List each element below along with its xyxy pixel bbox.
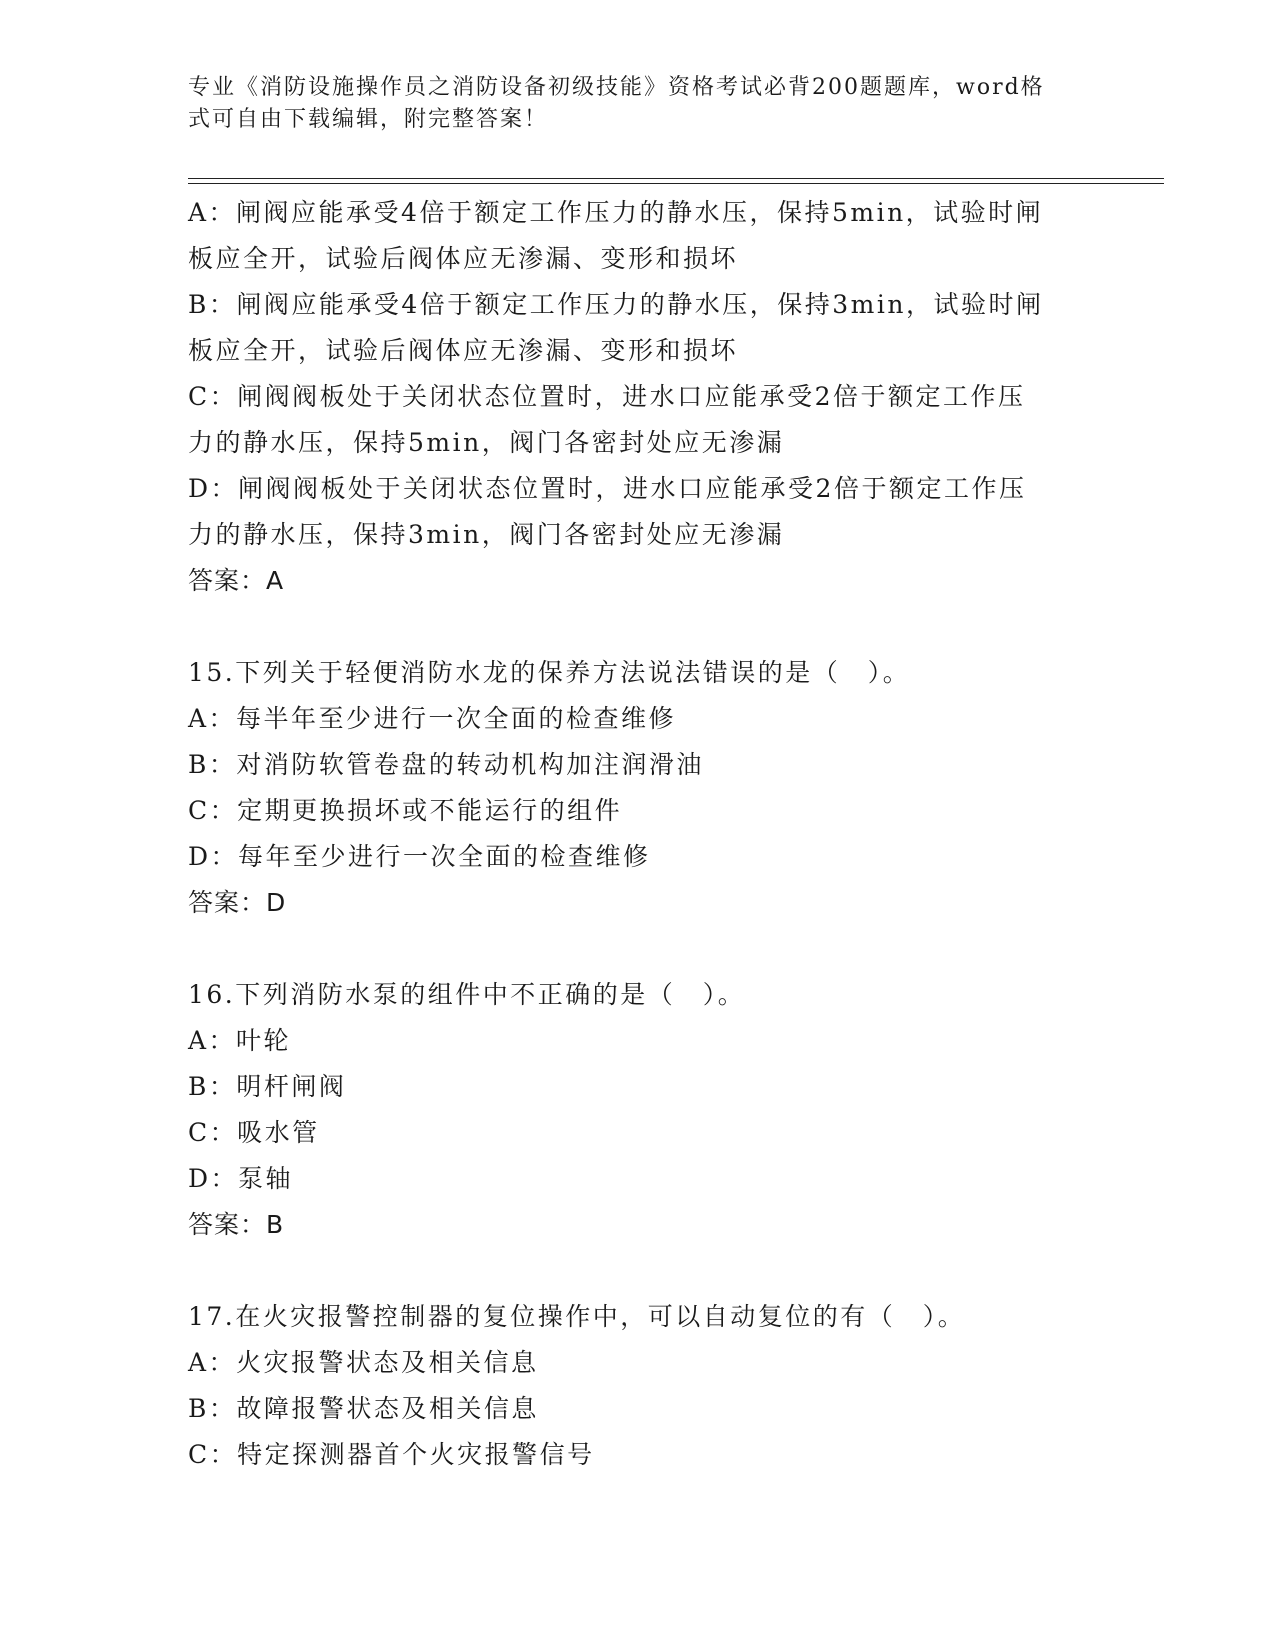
question-block-17 (188, 1294, 1088, 1478)
question-text: 17.在火灾报警控制器的复位操作中，可以自动复位的有（ ）。 (188, 1302, 966, 1331)
option-a-line-1: A：闸阀应能承受4倍于额定工作压力的静水压，保持5min，试验时闸 (188, 198, 1044, 227)
spacer (188, 604, 1088, 650)
option-c-line-2: 力的静水压，保持5min，阀门各密封处应无渗漏 (188, 428, 785, 457)
header-line-1: 专业《消防设施操作员之消防设备初级技能》资格考试必背200题题库，word格 (188, 75, 1045, 100)
question-block-15 (188, 650, 1088, 926)
answer-label: 答案：B (188, 1210, 285, 1239)
answer-label: 答案：A (188, 566, 285, 595)
spacer (188, 926, 1088, 972)
header-line-2: 式可自由下载编辑，附完整答案！ (188, 107, 549, 132)
option-d-line-1: D：闸阀阀板处于关闭状态位置时，进水口应能承受2倍于额定工作压 (188, 474, 1027, 503)
option-a: A：每半年至少进行一次全面的检查维修 (188, 704, 677, 733)
option-b: B：明杆闸阀 (188, 1072, 347, 1101)
option-b-line-1: B：闸阀应能承受4倍于额定工作压力的静水压，保持3min，试验时闸 (188, 290, 1044, 319)
question-block-14 (188, 190, 1088, 604)
header-divider-top (188, 178, 1164, 179)
option-b: B：对消防软管卷盘的转动机构加注润滑油 (188, 750, 704, 779)
option-d: D：每年至少进行一次全面的检查维修 (188, 842, 651, 871)
option-c: C：特定探测器首个火灾报警信号 (188, 1440, 595, 1469)
option-a: A：火灾报警状态及相关信息 (188, 1348, 539, 1377)
question-text: 16.下列消防水泵的组件中不正确的是（ ）。 (188, 980, 746, 1009)
document-header (188, 72, 1078, 136)
option-b: B：故障报警状态及相关信息 (188, 1394, 539, 1423)
option-c: C：定期更换损坏或不能运行的组件 (188, 796, 623, 825)
question-content (188, 190, 1088, 1478)
header-divider-bottom (188, 183, 1164, 184)
question-block-16 (188, 972, 1088, 1248)
option-a: A：叶轮 (188, 1026, 292, 1055)
option-b-line-2: 板应全开，试验后阀体应无渗漏、变形和损坏 (188, 336, 739, 365)
option-d-line-2: 力的静水压，保持3min，阀门各密封处应无渗漏 (188, 520, 785, 549)
option-c-line-1: C：闸阀阀板处于关闭状态位置时，进水口应能承受2倍于额定工作压 (188, 382, 1026, 411)
option-c: C：吸水管 (188, 1118, 320, 1147)
question-text: 15.下列关于轻便消防水龙的保养方法说法错误的是（ ）。 (188, 658, 911, 687)
option-d: D：泵轴 (188, 1164, 294, 1193)
spacer (188, 1248, 1088, 1294)
option-a-line-2: 板应全开，试验后阀体应无渗漏、变形和损坏 (188, 244, 739, 273)
answer-label: 答案：D (188, 888, 287, 917)
